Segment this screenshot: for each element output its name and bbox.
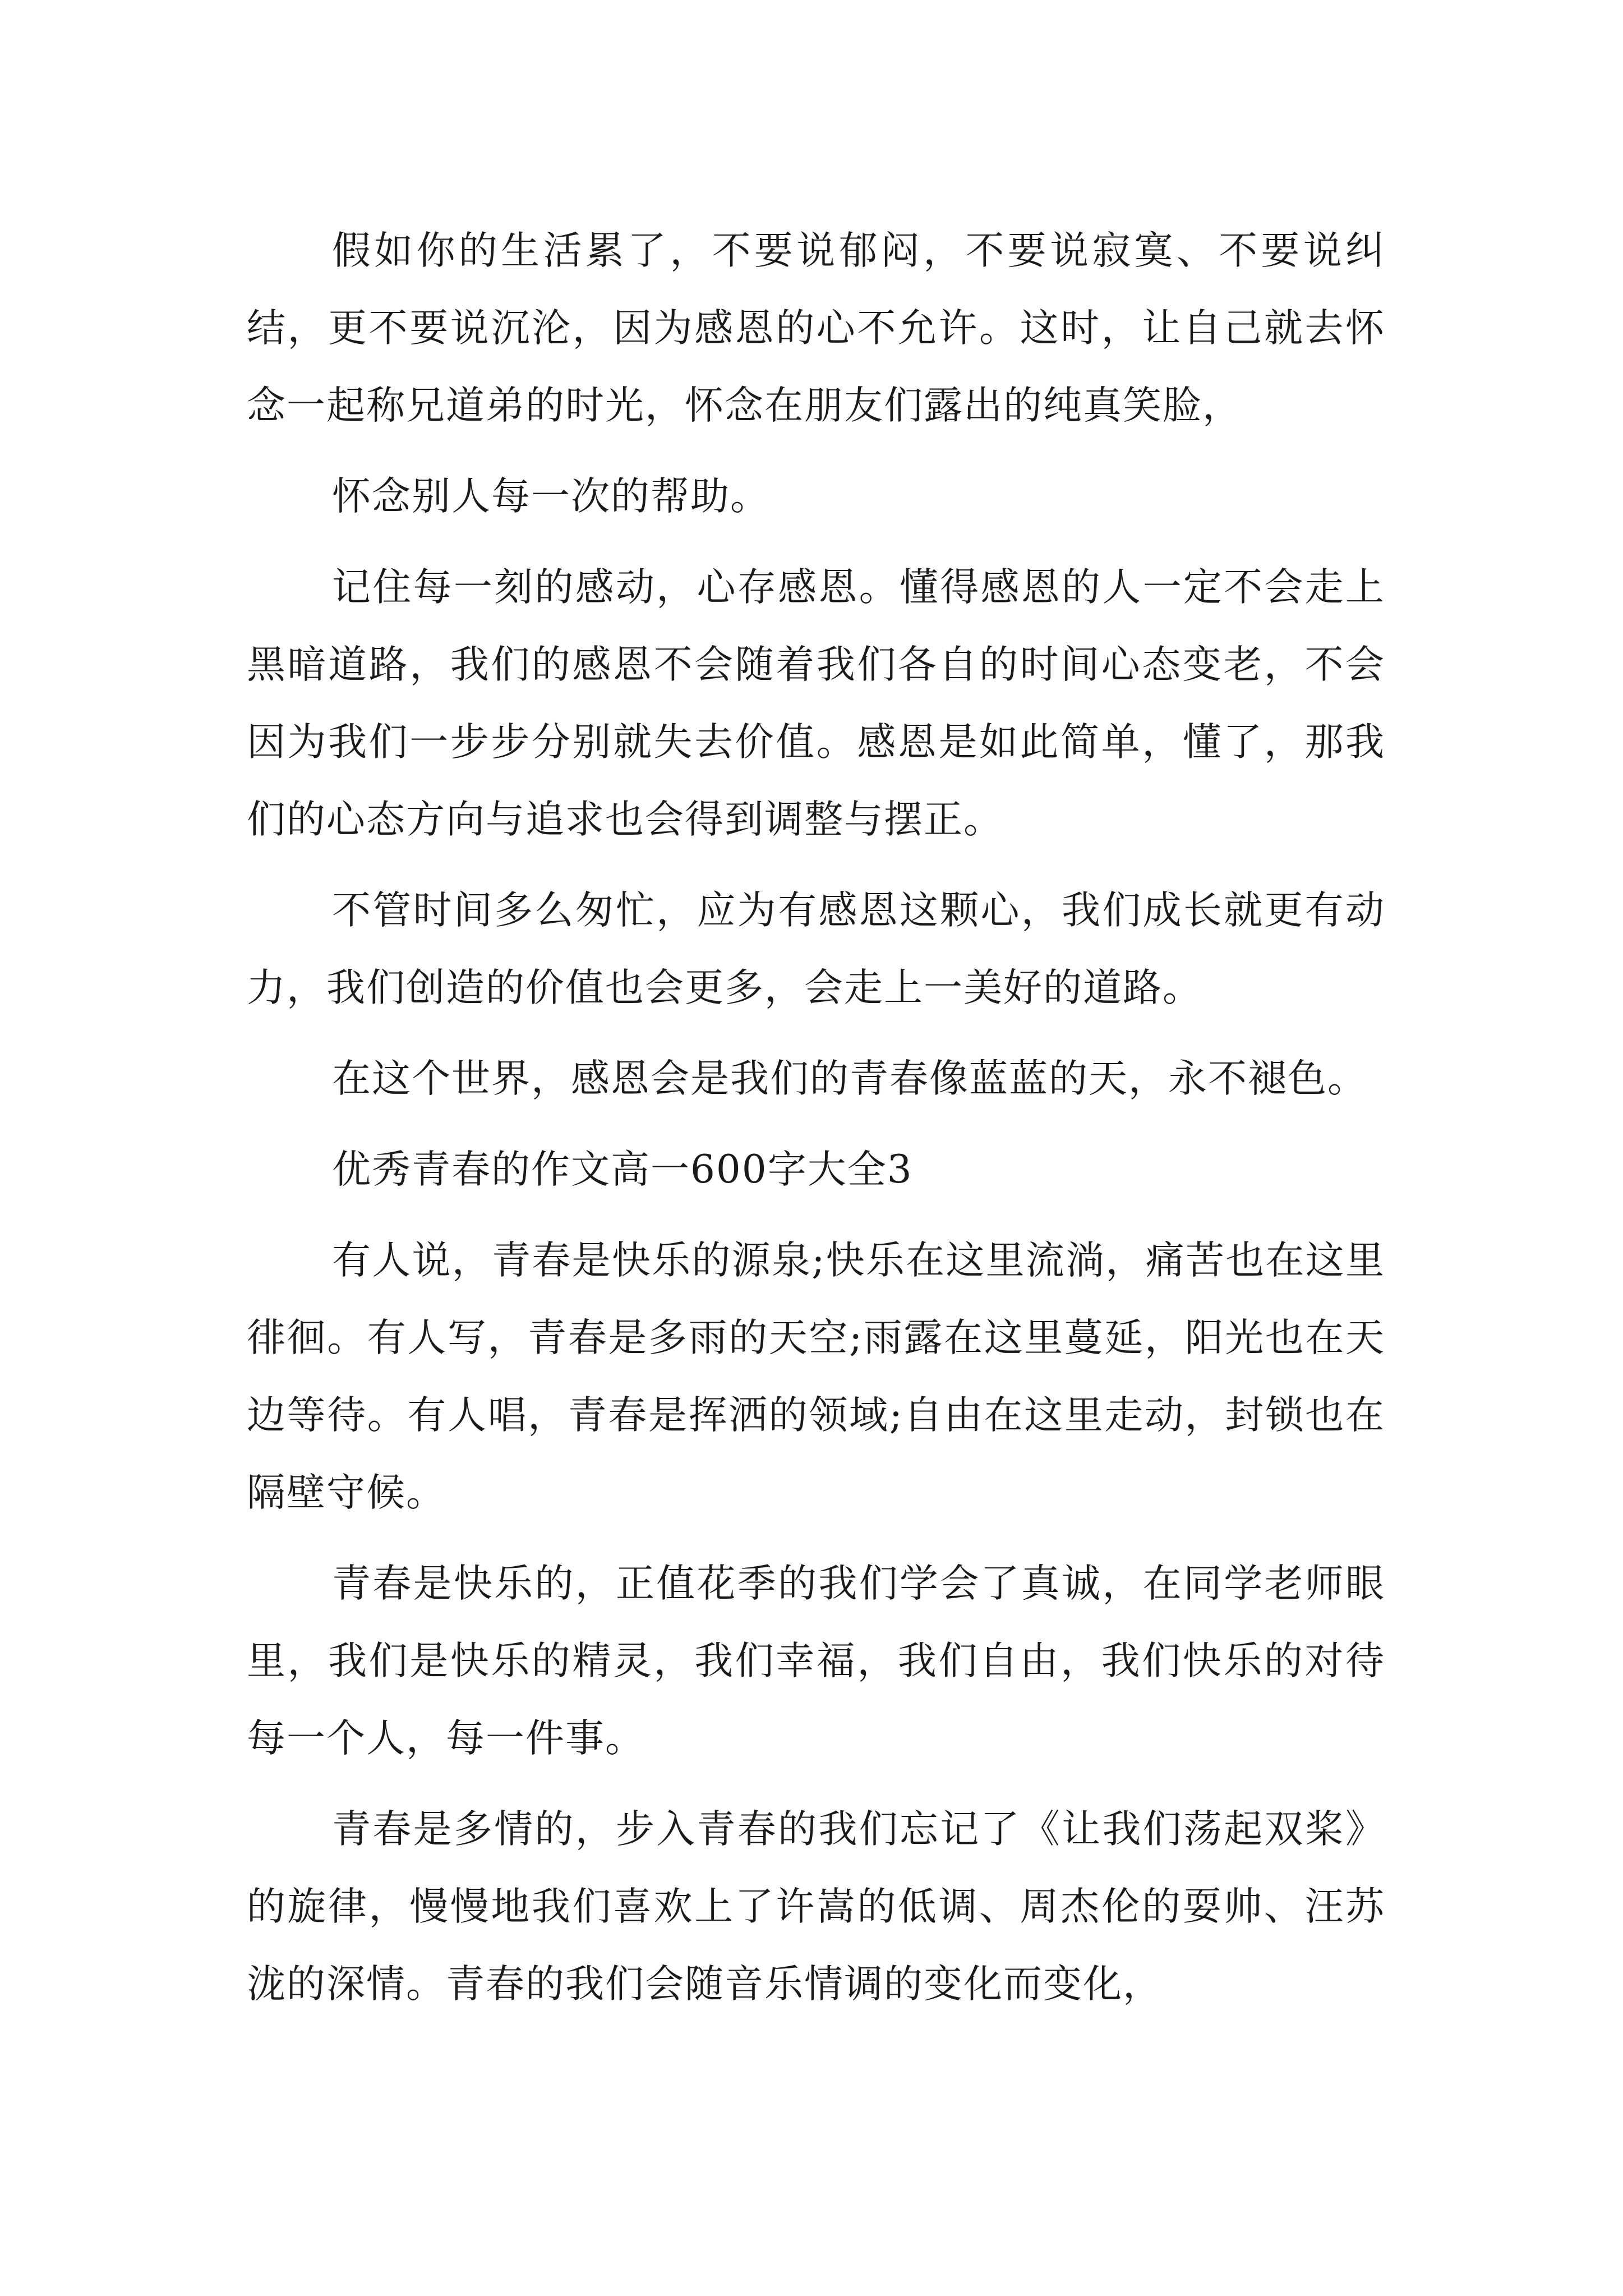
document-body: [247, 212, 1385, 2036]
paragraph: 青春是多情的，步入青春的我们忘记了《让我们荡起双桨》的旋律，慢慢地我们喜欢上了许嵩的低调、周杰伦的耍帅、汪苏泷的深情。青春的我们会随音乐情调的变化而变化，: [247, 1807, 1385, 2007]
paragraph: 记住每一刻的感动，心存感恩。懂得感恩的人一定不会走上黑暗道路，我们的感恩不会随着我们各自的时间心态变老，不会因为我们一步步分别就失去价值。感恩是如此简单，懂了，那我们的心态方向与追求也会得到调整与摆正。: [247, 565, 1385, 842]
paragraph: 在这个世界，感恩会是我们的青春像蓝蓝的天，永不褪色。: [332, 1056, 1367, 1101]
paragraph: 青春是快乐的，正值花季的我们学会了真诚，在同学老师眼里，我们是快乐的精灵，我们幸福，我们自由，我们快乐的对待每一个人，每一件事。: [247, 1561, 1385, 1761]
paragraph: 假如你的生活累了，不要说郁闷，不要说寂寞、不要说纠结，更不要说沉沦，因为感恩的心不允许。这时，让自己就去怀念一起称兄道弟的时光，怀念在朋友们露出的纯真笑脸，: [247, 228, 1385, 428]
paragraph: 有人说，青春是快乐的源泉;快乐在这里流淌，痛苦也在这里徘徊。有人写，青春是多雨的天空;雨露在这里蔓延，阳光也在天边等待。有人唱，青春是挥洒的领域;自由在这里走动，封锁也在隔壁守候。: [247, 1238, 1385, 1515]
paragraph: 怀念别人每一次的帮助。: [332, 474, 770, 519]
paragraph: 不管时间多么匆忙，应为有感恩这颗心，我们成长就更有动力，我们创造的价值也会更多，会走上一美好的道路。: [247, 888, 1385, 1010]
section-heading: 优秀青春的作文高一600字大全3: [332, 1147, 913, 1192]
